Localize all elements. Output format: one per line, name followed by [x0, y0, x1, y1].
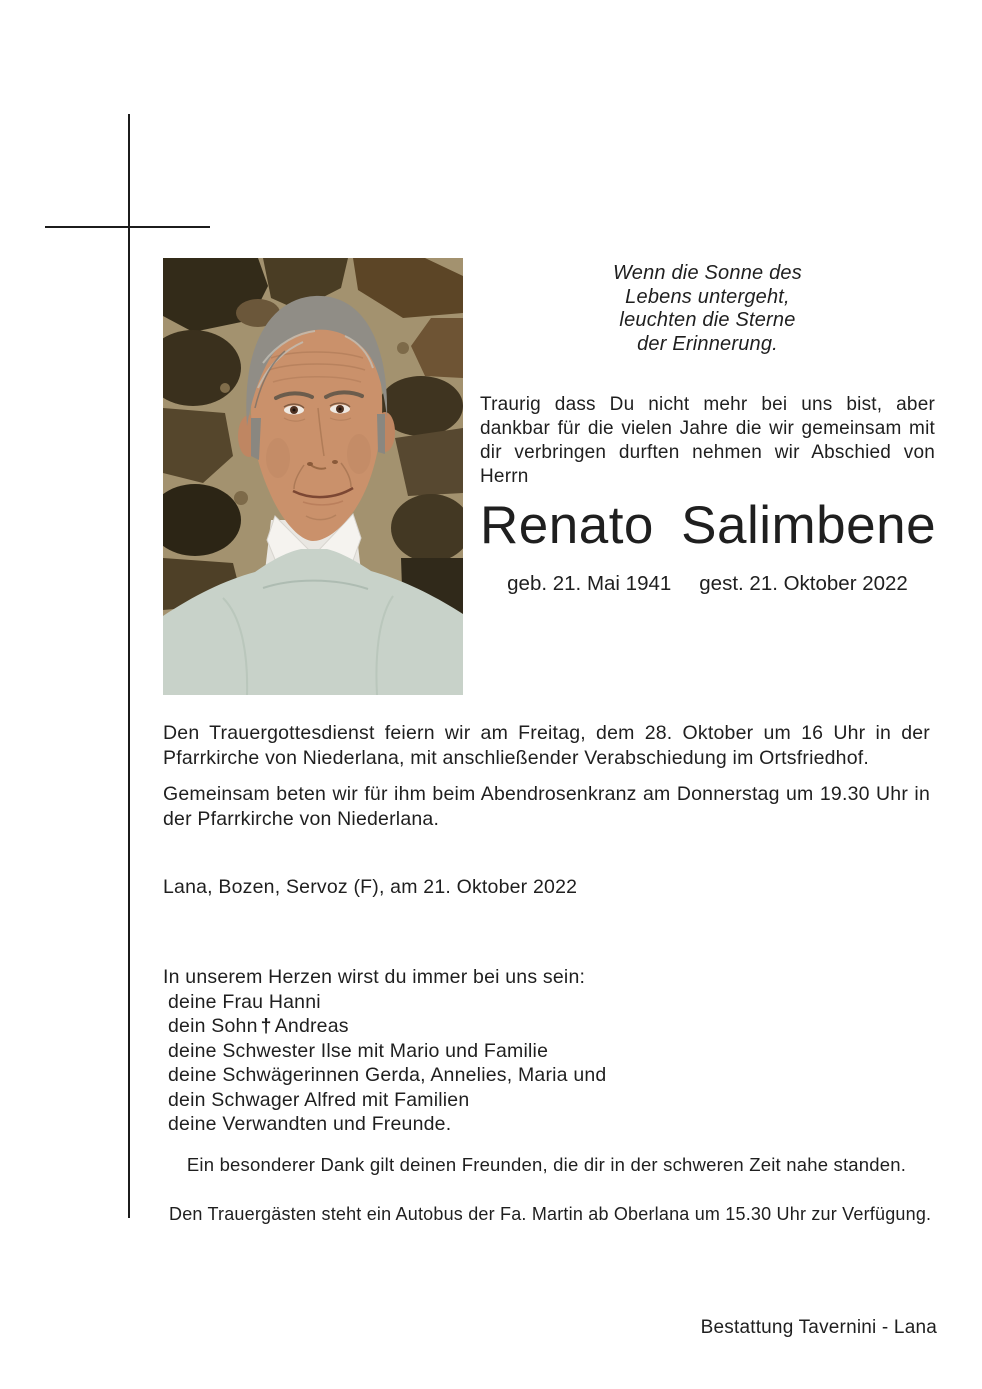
deceased-name: Renato Salimbene	[480, 496, 937, 555]
death-date: gest. 21. Oktober 2022	[699, 572, 908, 595]
family-member-son	[163, 1014, 930, 1039]
place-date-line: Lana, Bozen, Servoz (F), am 21. Oktober 2022	[163, 876, 578, 898]
family-list-header: In unserem Herzen wirst du immer bei uns sein:	[163, 966, 586, 988]
service-announcement: Den Trauergottesdienst feiern wir am Freitag, dem 28. Oktober um 16 Uhr in der Pfarrkirche von Niederlana, mit anschließender Verabschiedung im Ortsfriedhof.	[163, 722, 930, 769]
cross-vertical-line	[128, 114, 130, 1218]
memorial-poem	[480, 262, 935, 356]
rosary-announcement: Gemeinsam beten wir für ihm beim Abendrosenkranz am Donnerstag um 19.30 Uhr in der Pfarrkirche von Niederlana.	[163, 783, 930, 830]
funeral-home-credit: Bestattung Tavernini - Lana	[700, 1317, 937, 1338]
thanks-line: Ein besonderer Dank gilt deinen Freunden, die dir in der schweren Zeit nahe standen.	[186, 1154, 907, 1175]
poem-line: der Erinnerung.	[637, 332, 778, 355]
farewell-intro: Traurig dass Du nicht mehr bei uns bist, aber dankbar für die vielen Jahre die wir gemeinsam mit dir verbringen durften nehmen wir Abschied von Herrn	[480, 394, 935, 487]
bus-info-line: Den Trauergästen steht ein Autobus der Fa. Martin ab Oberlana um 15.30 Uhr zur Verfügung.	[169, 1204, 932, 1224]
son-name: Andreas	[274, 1015, 349, 1037]
poem-line: leuchten die Sterne	[619, 309, 796, 331]
birth-date: geb. 21. Mai 1941	[507, 572, 672, 595]
dagger-symbol: †	[260, 1015, 272, 1037]
family-member: dein Schwager Alfred mit Familien	[168, 1088, 470, 1111]
life-dates	[480, 572, 935, 596]
poem-line: Lebens untergeht,	[625, 285, 790, 308]
family-list	[163, 965, 930, 1137]
family-member: deine Schwägerinnen Gerda, Annelies, Maria und	[168, 1064, 607, 1086]
poem-line: Wenn die Sonne des	[613, 262, 802, 284]
family-member: deine Frau Hanni	[168, 990, 321, 1013]
cross-horizontal-line	[45, 226, 210, 228]
family-member: deine Verwandten und Freunde.	[168, 1113, 452, 1135]
family-member: deine Schwester Ilse mit Mario und Familie	[168, 1039, 549, 1062]
portrait-photo	[163, 258, 463, 695]
son-label: dein Sohn	[168, 1015, 258, 1037]
